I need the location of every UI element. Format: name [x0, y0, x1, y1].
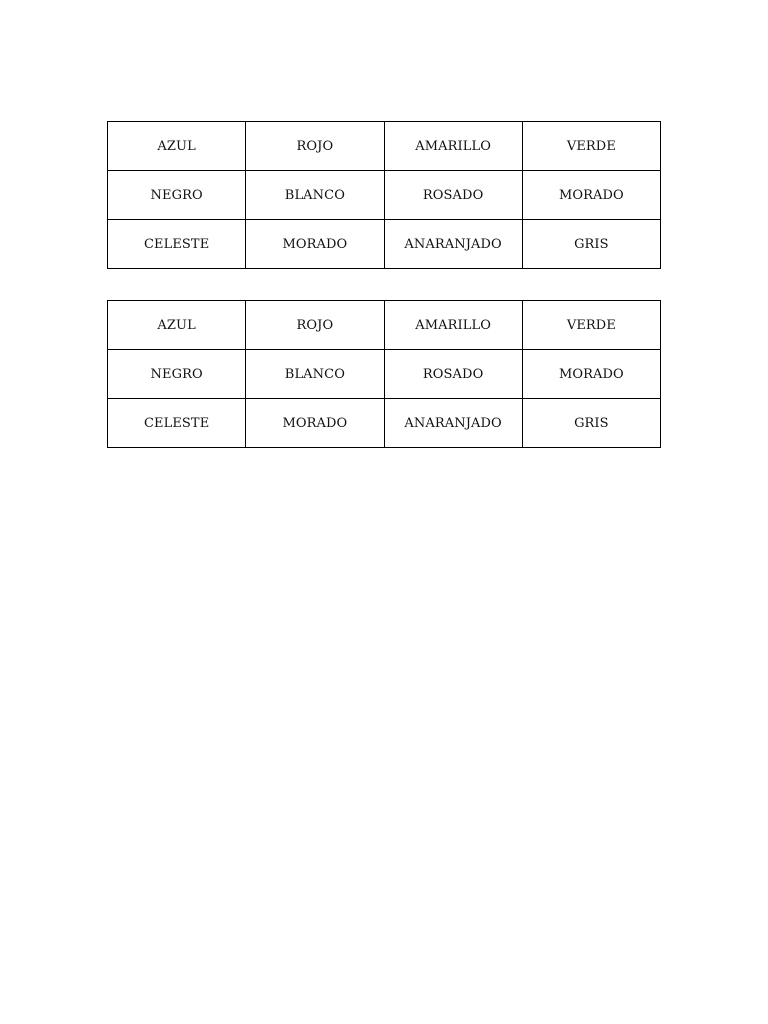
table-cell: GRIS	[522, 399, 660, 448]
table-cell: MORADO	[522, 350, 660, 399]
table-cell: VERDE	[522, 122, 660, 171]
table-cell: MORADO	[246, 399, 384, 448]
table-cell: VERDE	[522, 301, 660, 350]
table-cell: BLANCO	[246, 350, 384, 399]
table-cell: AMARILLO	[384, 122, 522, 171]
table-cell: GRIS	[522, 220, 660, 269]
table-cell: NEGRO	[108, 350, 246, 399]
table-cell: ROSADO	[384, 171, 522, 220]
table-cell: NEGRO	[108, 171, 246, 220]
table-cell: AZUL	[108, 122, 246, 171]
table-cell: AZUL	[108, 301, 246, 350]
table-cell: CELESTE	[108, 399, 246, 448]
table-row	[108, 220, 661, 269]
table-row	[108, 171, 661, 220]
color-table-2	[107, 300, 661, 448]
table-row	[108, 350, 661, 399]
table-row	[108, 122, 661, 171]
table-cell: ROJO	[246, 301, 384, 350]
table-cell: MORADO	[522, 171, 660, 220]
table-cell: BLANCO	[246, 171, 384, 220]
table-cell: MORADO	[246, 220, 384, 269]
table-row	[108, 399, 661, 448]
table-cell: ROJO	[246, 122, 384, 171]
color-table-1	[107, 121, 661, 269]
table-cell: ROSADO	[384, 350, 522, 399]
table-cell: ANARANJADO	[384, 399, 522, 448]
table-row	[108, 301, 661, 350]
table-cell: CELESTE	[108, 220, 246, 269]
table-cell: AMARILLO	[384, 301, 522, 350]
table-cell: ANARANJADO	[384, 220, 522, 269]
